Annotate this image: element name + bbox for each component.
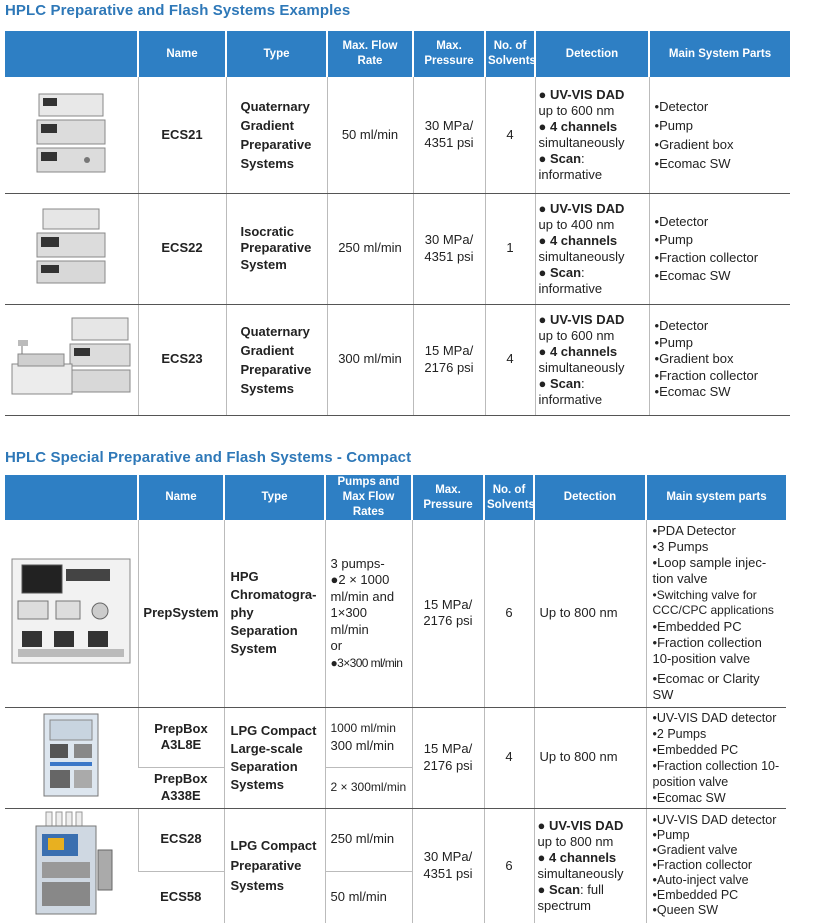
max-pressure: 30 MPa/ 4351 psi — [413, 193, 485, 304]
hplc-stack-image — [31, 205, 111, 287]
hplc-stack-image — [31, 90, 111, 176]
list-item: • Pump — [655, 231, 788, 249]
product-name: ECS21 — [138, 77, 226, 193]
detection-scan: Scan — [549, 264, 582, 280]
compact-table — [5, 475, 786, 923]
list-item: • Detector — [655, 97, 788, 116]
list-item: • Switching valve for CCC/CPC applications — [653, 588, 784, 619]
flow-line: ●3×300 ml/min — [330, 655, 403, 670]
flow-line: 300 ml/min — [330, 738, 395, 753]
solvents-count: 4 — [484, 707, 534, 808]
header-name: Name — [138, 31, 226, 77]
product-image-prepbox — [5, 707, 138, 808]
list-item: • Gradient box — [655, 135, 788, 154]
table-row — [5, 304, 790, 415]
detection-scan: Scan — [549, 150, 582, 166]
detection: ● UV-VIS DAD up to 400 nm ● 4 channels simultaneously ● Scan: informative — [535, 193, 649, 304]
flow-line: 3 pumps- — [330, 555, 385, 571]
list-item: • Gradient box — [655, 351, 788, 368]
section-title-compact: HPLC Special Preparative and Flash Systems - Compact — [5, 449, 412, 466]
detection-scan: Scan — [549, 375, 582, 391]
examples-table — [5, 31, 790, 416]
list-item: • Ecomac SW — [655, 154, 788, 173]
detection-scan-note: : informative — [538, 264, 603, 296]
product-type: HPG Chromatogra-phy Separation System — [224, 520, 325, 707]
list-item: • UV-VIS DAD detector — [653, 710, 784, 726]
list-item: • Pump — [653, 828, 784, 843]
list-item: • Fraction collector — [655, 249, 788, 267]
detection-channels-note: simultaneously — [538, 248, 625, 264]
product-name: ECS58 — [160, 889, 202, 905]
list-item: • Embedded PC — [653, 888, 784, 903]
detection-range: up to 600 nm — [538, 102, 615, 118]
detection-channels-note: simultaneously — [538, 359, 625, 375]
product-type: Quaternary Gradient Preparative Systems — [226, 77, 327, 193]
product-name: PrepSystem — [138, 520, 224, 707]
solvents-count: 6 — [484, 520, 534, 707]
list-item: • Ecomac SW — [655, 384, 788, 401]
list-item: • Fraction collection 10-position valve — [653, 758, 784, 790]
list-item: • 3 Pumps — [653, 539, 784, 555]
table-row — [5, 808, 786, 871]
system-parts — [649, 193, 790, 304]
product-name: ECS23 — [138, 304, 226, 415]
flow-rate: 2 × 300ml/min — [325, 767, 412, 808]
product-type: LPG Compact Preparative Systems — [224, 808, 325, 923]
detection-scan-note: : full spectrum — [537, 881, 604, 913]
detection-channels-note: simultaneously — [537, 865, 624, 881]
product-type: Quaternary Gradient Preparative Systems — [226, 304, 327, 415]
max-pressure: 15 MPa/ 2176 psi — [412, 520, 484, 707]
table-header-row — [5, 475, 786, 520]
table-row — [5, 707, 786, 767]
header-parts: Main system parts — [646, 475, 786, 520]
list-item: • Queen SW — [653, 903, 784, 918]
header-type: Type — [226, 31, 327, 77]
flow-rate — [325, 707, 412, 767]
list-item: • PDA Detector — [653, 523, 784, 539]
header-parts: Main System Parts — [649, 31, 790, 77]
header-solvents: No. of Solvents — [485, 31, 535, 77]
list-item: • Ecomac SW — [653, 790, 784, 806]
table-row — [5, 77, 790, 193]
table-header-row — [5, 31, 790, 77]
list-item: • 2 Pumps — [653, 726, 784, 742]
table-row — [5, 193, 790, 304]
system-parts — [649, 77, 790, 193]
list-item: • Embedded PC — [653, 619, 784, 635]
detection-range: up to 600 nm — [538, 327, 615, 343]
header-name: Name — [138, 475, 224, 520]
product-image-ecs23 — [5, 304, 138, 415]
header-image — [5, 31, 138, 77]
detection-channels-note: simultaneously — [538, 134, 625, 150]
max-pressure: 30 MPa/ 4351 psi — [413, 77, 485, 193]
detection: ● UV-VIS DAD up to 600 nm ● 4 channels simultaneously ● Scan: informative — [535, 304, 649, 415]
system-parts — [646, 707, 786, 808]
flow-rate: 250 ml/min — [327, 193, 413, 304]
detection-mode: UV-VIS DAD — [548, 817, 624, 833]
header-pressure: Max. Pressure — [413, 31, 485, 77]
detection: Up to 800 nm — [534, 707, 646, 808]
max-pressure: 15 MPa/ 2176 psi — [412, 707, 484, 808]
flow-rate: 300 ml/min — [327, 304, 413, 415]
solvents-count: 4 — [485, 77, 535, 193]
list-item: • Loop sample injec-tion valve — [653, 555, 784, 587]
flow-line: ●2 × 1000 ml/min and 1×300 ml/min — [330, 572, 395, 637]
header-type: Type — [224, 475, 325, 520]
solvents-count: 1 — [485, 193, 535, 304]
list-item: • Fraction collector — [655, 368, 788, 385]
list-item: • Fraction collection 10-position valve — [653, 635, 784, 667]
list-item: • Pump — [655, 335, 788, 352]
max-pressure: 15 MPa/ 2176 psi — [413, 304, 485, 415]
prepbox-image — [36, 710, 106, 800]
detection-scan: Scan — [548, 881, 581, 897]
detection-range: up to 800 nm — [537, 833, 614, 849]
header-flow: Max. Flow Rate — [327, 31, 413, 77]
detection-channels: 4 channels — [549, 232, 618, 248]
header-image — [5, 475, 138, 520]
flow-line: 1000 ml/min — [330, 721, 396, 735]
list-item: • Detector — [655, 318, 788, 335]
system-parts — [646, 520, 786, 707]
system-parts — [649, 304, 790, 415]
list-item: • Embedded PC — [653, 742, 784, 758]
detection: ● UV-VIS DAD up to 600 nm ● 4 channels simultaneously ● Scan: informative — [535, 77, 649, 193]
flow-line: or — [330, 638, 343, 653]
detection-channels: 4 channels — [548, 849, 617, 865]
flow-rate: 50 ml/min — [327, 77, 413, 193]
header-detection: Detection — [534, 475, 646, 520]
flow-rate — [325, 520, 412, 707]
list-item: • Fraction collector — [653, 858, 784, 873]
list-item: • Pump — [655, 116, 788, 135]
detection-range: up to 400 nm — [538, 216, 615, 232]
header-detection: Detection — [535, 31, 649, 77]
detection-mode: UV-VIS DAD — [549, 311, 625, 327]
product-name: ECS28 — [138, 808, 224, 871]
product-name: ECS22 — [138, 193, 226, 304]
flow-rate: 250 ml/min — [325, 808, 412, 871]
flow-rate: 50 ml/min — [325, 871, 412, 923]
prepsystem-image — [8, 555, 134, 667]
product-name: PrepBox A3L8E — [138, 707, 224, 767]
solvents-count: 4 — [485, 304, 535, 415]
ecs-compact-image — [16, 810, 126, 918]
product-image-prepsystem — [5, 520, 138, 707]
list-item: • Gradient valve — [653, 843, 784, 858]
detection-mode: UV-VIS DAD — [549, 86, 625, 102]
hplc-collector-image — [8, 314, 134, 400]
list-item: • Auto-inject valve — [653, 873, 784, 888]
header-pressure: Max. Pressure — [412, 475, 484, 520]
list-item: • UV-VIS DAD detector — [653, 813, 784, 828]
detection-scan-note: : informative — [538, 375, 603, 407]
list-item: • Ecomac SW — [655, 267, 788, 285]
header-flow: Pumps and Max Flow Rates — [325, 475, 412, 520]
product-type: LPG Compact Large-scale Separation Systems — [224, 707, 325, 808]
detection: Up to 800 nm — [534, 520, 646, 707]
table-row — [5, 520, 786, 707]
product-type: Isocratic Preparative System — [226, 193, 327, 304]
product-image-ecs28 — [5, 808, 138, 923]
system-parts — [646, 808, 786, 923]
header-solvents: No. of Solvents — [484, 475, 534, 520]
max-pressure: 30 MPa/ 4351 psi — [412, 808, 484, 923]
product-name: PrepBox A338E — [138, 767, 224, 808]
product-image-ecs22 — [5, 193, 138, 304]
detection: ● UV-VIS DAD up to 800 nm ● 4 channels simultaneously ● Scan: full spectrum — [534, 808, 646, 923]
list-item: • Ecomac or Clarity SW — [653, 671, 784, 703]
detection-channels: 4 channels — [549, 118, 618, 134]
detection-scan-note: : informative — [538, 150, 603, 182]
list-item: • Detector — [655, 213, 788, 231]
product-image-ecs21 — [5, 77, 138, 193]
detection-channels: 4 channels — [549, 343, 618, 359]
section-title-examples: HPLC Preparative and Flash Systems Examples — [5, 2, 351, 19]
detection-mode: UV-VIS DAD — [549, 200, 625, 216]
solvents-count: 6 — [484, 808, 534, 923]
